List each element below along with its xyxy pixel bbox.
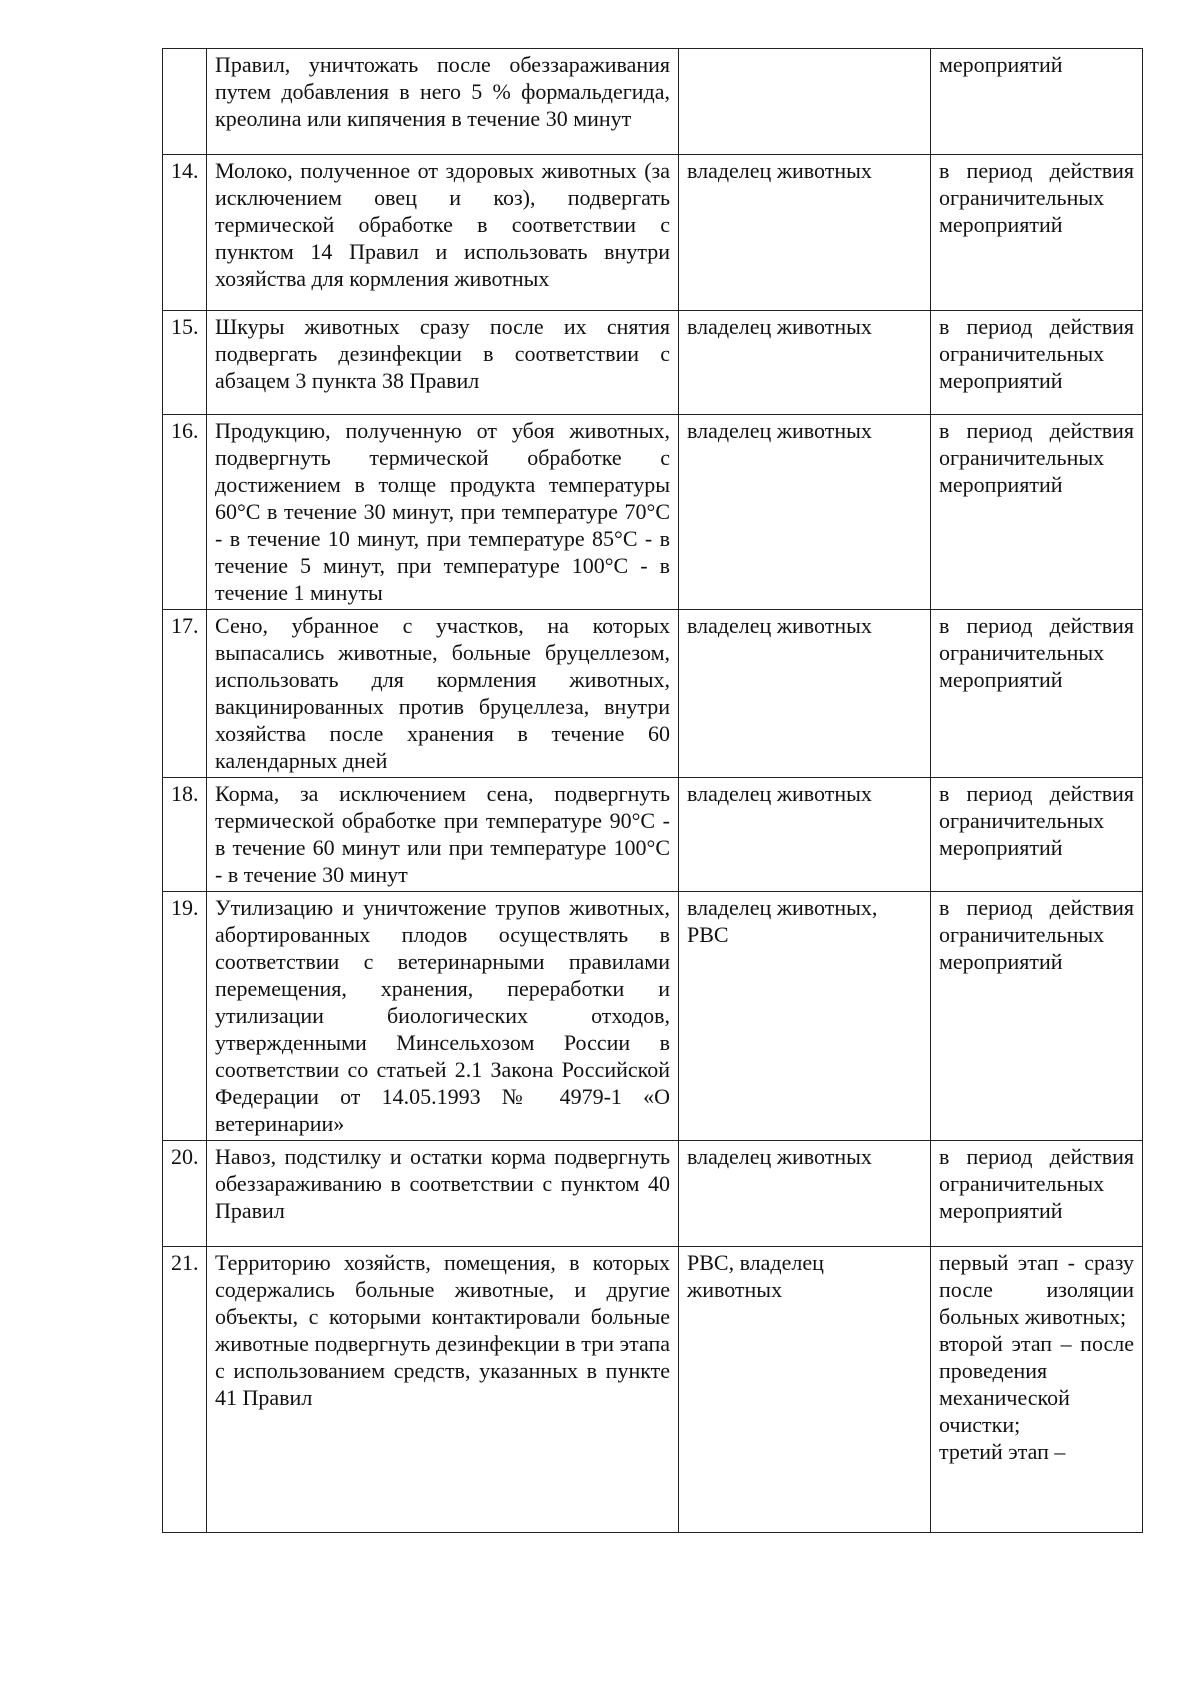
measure-text: Продукцию, полученную от убоя животных, подвергнуть термической обработке с достижением в толще продукта температуры 60°С в течение 30 минут, при температуре 70°С - в течение 10 минут, при температуре 85°С - в течение 5 минут, при температуре 100°С - в течение 1 минуты bbox=[207, 415, 679, 610]
measure-text: Корма, за исключением сена, подвергнуть термической обработке при температуре 90°С - в течение 60 минут или при температуре 100°С - в течение 30 минут bbox=[207, 778, 679, 892]
row-number: 14. bbox=[163, 155, 207, 311]
responsible-party: РВС, владелец животных bbox=[679, 1247, 931, 1533]
row-number: 18. bbox=[163, 778, 207, 892]
deadline-text: мероприятий bbox=[931, 49, 1143, 155]
row-number bbox=[163, 49, 207, 155]
deadline-stages bbox=[931, 1247, 1143, 1533]
measure-text: Навоз, подстилку и остатки корма подвергнуть обеззараживанию в соответствии с пунктом 40 Правил bbox=[207, 1141, 679, 1247]
measure-text: Территорию хозяйств, помещения, в которых содержались больные животные, и другие объекты, с которыми контактировали больные животные подвергнуть дезинфекции в три этапа с использованием средств, указанных в пункте 41 Правил bbox=[207, 1247, 679, 1533]
table-row bbox=[163, 49, 1143, 155]
responsible-party: владелец животных bbox=[679, 778, 931, 892]
table-row bbox=[163, 1141, 1143, 1247]
deadline-text: в период действия ограничительных мероприятий bbox=[931, 610, 1143, 778]
table-row bbox=[163, 311, 1143, 415]
table-row bbox=[163, 415, 1143, 610]
row-number: 21. bbox=[163, 1247, 207, 1533]
deadline-text: в период действия ограничительных мероприятий bbox=[931, 415, 1143, 610]
row-number: 16. bbox=[163, 415, 207, 610]
responsible-party: владелец животных bbox=[679, 415, 931, 610]
table-row bbox=[163, 892, 1143, 1141]
row-number: 15. bbox=[163, 311, 207, 415]
measure-text: Шкуры животных сразу после их снятия подвергать дезинфекции в соответствии с абзацем 3 пункта 38 Правил bbox=[207, 311, 679, 415]
deadline-text: в период действия ограничительных мероприятий bbox=[931, 1141, 1143, 1247]
row-number: 17. bbox=[163, 610, 207, 778]
responsible-party: владелец животных bbox=[679, 1141, 931, 1247]
measure-text: Молоко, полученное от здоровых животных (за исключением овец и коз), подвергать термической обработке в соответствии с пунктом 14 Правил и использовать внутри хозяйства для кормления животных bbox=[207, 155, 679, 311]
row-number: 20. bbox=[163, 1141, 207, 1247]
deadline-text: в период действия ограничительных мероприятий bbox=[931, 778, 1143, 892]
measures-table bbox=[162, 48, 1143, 1533]
measure-text: Правил, уничтожать после обеззараживания путем добавления в него 5 % формальдегида, креолина или кипячения в течение 30 минут bbox=[207, 49, 679, 155]
table-row bbox=[163, 155, 1143, 311]
deadline-text: в период действия ограничительных мероприятий bbox=[931, 892, 1143, 1141]
row-number: 19. bbox=[163, 892, 207, 1141]
stage-second: второй этап – после проведения механической очистки; bbox=[939, 1331, 1134, 1437]
responsible-party: владелец животных bbox=[679, 311, 931, 415]
table-row bbox=[163, 1247, 1143, 1533]
responsible-party bbox=[679, 49, 931, 155]
stage-third: третий этап – bbox=[939, 1439, 1066, 1464]
measure-text: Утилизацию и уничтожение трупов животных, абортированных плодов осуществлять в соответствии с ветеринарными правилами перемещения, хранения, переработки и утилизации биологических отходов, утвержденными Минсельхозом России в соответствии со статьей 2.1 Закона Российской Федерации от 14.05.1993 № 4979-1 «О ветеринарии» bbox=[207, 892, 679, 1141]
deadline-text: в период действия ограничительных мероприятий bbox=[931, 311, 1143, 415]
responsible-party: владелец животных bbox=[679, 610, 931, 778]
measure-text: Сено, убранное с участков, на которых выпасались животные, больные бруцеллезом, использовать для кормления животных, вакцинированных против бруцеллеза, внутри хозяйства после хранения в течение 60 календарных дней bbox=[207, 610, 679, 778]
responsible-party: владелец животных, РВС bbox=[679, 892, 931, 1141]
table-row bbox=[163, 610, 1143, 778]
responsible-party: владелец животных bbox=[679, 155, 931, 311]
table-row bbox=[163, 778, 1143, 892]
stage-first: первый этап - сразу после изоляции больных животных; bbox=[939, 1250, 1134, 1329]
deadline-text: в период действия ограничительных мероприятий bbox=[931, 155, 1143, 311]
